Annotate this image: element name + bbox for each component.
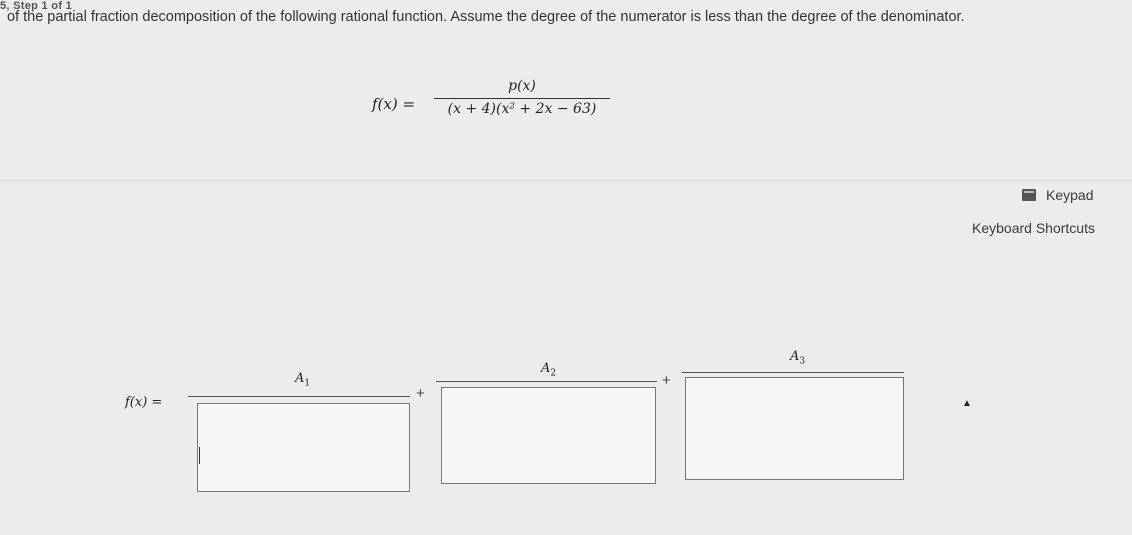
- plus-sign-1: +: [416, 385, 425, 402]
- term-1-a: A: [295, 371, 305, 386]
- function-numerator: p(x): [508, 78, 536, 94]
- term-3-numerator: [790, 349, 805, 367]
- term-1-sub: 1: [304, 378, 311, 389]
- term-3-sub: 3: [799, 356, 806, 367]
- term-2-a: A: [541, 361, 551, 376]
- term-2-numerator: [541, 361, 556, 379]
- term-2-fraction-bar: [436, 381, 657, 382]
- keyboard-shortcuts-link[interactable]: Keyboard Shortcuts: [972, 220, 1095, 236]
- step-indicator: 5, Step 1 of 1: [0, 0, 73, 12]
- term-3-a: A: [790, 349, 800, 364]
- plus-sign-2: +: [662, 372, 671, 389]
- function-fraction: [434, 78, 610, 117]
- function-lhs: f(x) =: [372, 95, 416, 113]
- mouse-pointer-icon: ▲: [962, 398, 972, 409]
- keypad-icon: [1022, 189, 1036, 201]
- function-denominator: (x + 4)(x² + 2x − 63): [447, 101, 597, 117]
- keypad-button[interactable]: [1022, 187, 1093, 203]
- section-divider: [0, 180, 1132, 181]
- term-2-sub: 2: [550, 368, 557, 379]
- term-1-numerator: [295, 371, 310, 389]
- term-3-fraction-bar: [682, 372, 904, 373]
- instruction-text: of the partial fraction decomposition of the following rational function. Assume the degree of the numerator is less than the degree of the denominator.: [7, 9, 965, 25]
- term-2-denominator-input[interactable]: [441, 387, 656, 484]
- term-1-fraction-bar: [188, 396, 410, 397]
- keypad-label: Keypad: [1046, 187, 1094, 203]
- text-caret: [199, 447, 200, 464]
- term-3-denominator-input[interactable]: [685, 377, 904, 480]
- term-1-denominator-input[interactable]: [197, 403, 410, 492]
- answer-lhs: f(x) =: [125, 395, 163, 410]
